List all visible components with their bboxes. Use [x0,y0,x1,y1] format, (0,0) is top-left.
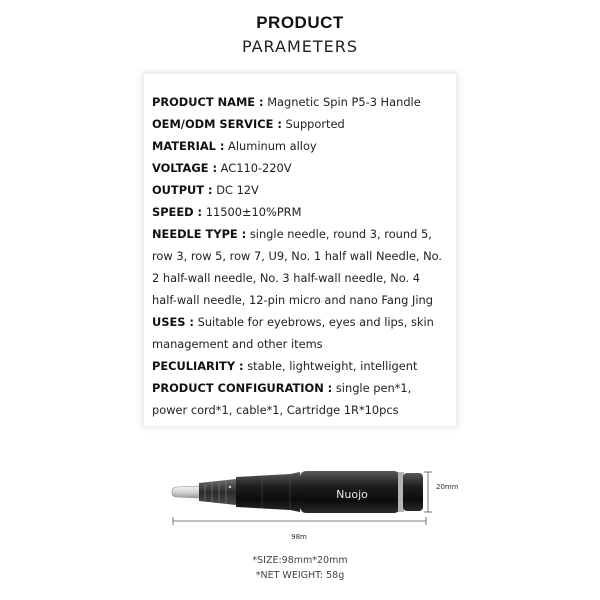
param-value: single needle, round 3, round 5, row 3, row 5, row 7, U9, No. 1 half wall Needle, No. 2 half-wall needle, No. 3 half-wall needle, No. 4 half-wall needle, 12-pin micro and nano Fang Jing [152,227,443,307]
parameters-card [144,74,456,426]
param-needle-type [152,223,448,311]
param-voltage [152,157,448,179]
param-product-name [152,91,448,113]
param-key: MATERIAL : [152,139,225,153]
param-key: OUTPUT : [152,183,213,197]
rear-cap [398,472,423,512]
length-label: 98m [291,533,307,541]
length-dimension [173,517,426,541]
size-weight-caption [0,553,600,583]
param-value: Suitable for eyebrows, eyes and lips, skin management and other items [152,315,434,351]
param-value: DC 12V [216,183,259,197]
param-output [152,179,448,201]
brand-logo: Nuojo [336,488,368,501]
front-body [236,472,300,512]
size-text: *SIZE:98mm*20mm [252,555,348,566]
param-oem-odm [152,113,448,135]
param-value: Aluminum alloy [228,139,317,153]
param-value: AC110-220V [220,161,292,175]
param-value: 11500±10%PRM [205,205,302,219]
param-peculiarity [152,355,448,377]
param-value: stable, lightweight, intelligent [247,359,418,373]
param-key: USES : [152,315,194,329]
pen-drawing [0,460,600,550]
param-value: Magnetic Spin P5-3 Handle [267,95,421,109]
page-heading [0,12,600,58]
param-key: VOLTAGE : [152,161,218,175]
needle-cap [172,486,200,498]
cartridge-grip [199,479,236,505]
param-value: single pen*1, power cord*1, cable*1, Cartridge 1R*10pcs [152,381,412,417]
heading-subtitle: PARAMETERS [241,37,359,56]
param-key: PRODUCT CONFIGURATION : [152,381,333,395]
diameter-dimension [424,472,459,512]
param-product-configuration [152,377,448,421]
param-key: SPEED : [152,205,203,219]
param-value: Supported [285,117,345,131]
device-illustration [0,460,600,550]
param-key: NEEDLE TYPE : [152,227,247,241]
param-uses [152,311,448,355]
param-key: PRODUCT NAME : [152,95,264,109]
param-material [152,135,448,157]
heading-title: PRODUCT [256,13,344,32]
main-body [300,471,400,513]
param-speed [152,201,448,223]
param-key: OEM/ODM SERVICE : [152,117,282,131]
diameter-label: 20mm [436,483,459,491]
weight-text: *NET WEIGHT: 58g [255,570,345,581]
param-key: PECULIARITY : [152,359,244,373]
